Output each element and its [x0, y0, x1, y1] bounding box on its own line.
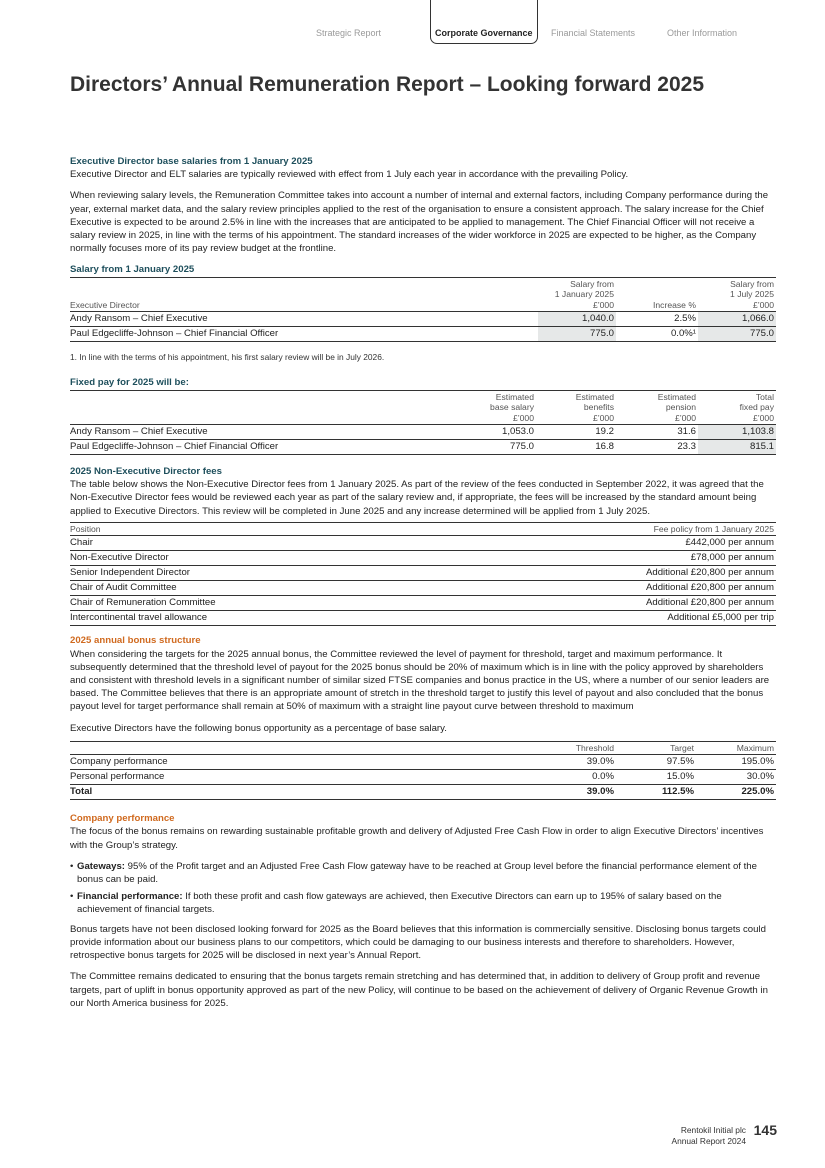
tab-financial-statements[interactable]: Financial Statements [551, 28, 636, 38]
ned-fee: Additional £20,800 per annum [445, 566, 776, 581]
fixed-col-pension: Estimated pension £’000 [657, 391, 696, 423]
table-row [70, 770, 776, 785]
salary-july-value: 1,066.0 [698, 312, 776, 327]
bonus-total-target: 112.5% [616, 785, 696, 800]
footer-company [672, 1125, 747, 1146]
bonus-total-maximum: 225.0% [696, 785, 776, 800]
ned-fee: £78,000 per annum [445, 551, 776, 566]
bonus-lead: Executive Directors have the following bonus opportunity as a percentage of base salary. [70, 722, 447, 734]
fixed-benefits-value: 16.8 [536, 440, 616, 455]
ned-fee: Additional £5,000 per trip [445, 611, 776, 626]
fixed-pension-value: 23.3 [616, 440, 698, 455]
company-performance-body: The focus of the bonus remains on rewarding sustainable profitable growth and delivery of Adjusted Free Cash Flow in order to align Executive Directors’ incentives with the Group’s strategy. [70, 826, 764, 851]
fixed-benefits-value: 19.2 [536, 425, 616, 440]
table-row [70, 425, 776, 440]
bonus-table [70, 741, 776, 801]
bonus-threshold: 39.0% [534, 755, 616, 770]
fixed-pay-table [70, 390, 776, 456]
bullet-text: 95% of the Profit target and an Adjusted Free Cash Flow gateway have to be reached at Group level before the financial performance element of the bonus can be paid. [77, 860, 757, 886]
page-title: Directors’ Annual Remuneration Report – Looking forward 2025 [70, 73, 705, 96]
bonus-maximum: 195.0% [696, 755, 776, 770]
table-row [70, 581, 776, 596]
salary-col-july: Salary from 1 July 2025 £’000 [730, 278, 774, 310]
fixed-director-name: Andy Ransom – Chief Executive [70, 425, 458, 440]
salary-col-increase: Increase % [653, 299, 696, 310]
ned-fees-table [70, 522, 776, 627]
fixed-total-value: 815.1 [698, 440, 776, 455]
salary-jan-value: 775.0 [538, 327, 616, 342]
table-row [70, 536, 776, 551]
fixed-col-total: Total fixed pay £’000 [739, 391, 774, 423]
salaries-intro: Executive Director and ELT salaries are typically reviewed with effect from 1 July each year in accordance with the prevailing Policy. [70, 169, 629, 181]
salary-col-jan: Salary from 1 January 2025 £’000 [554, 278, 614, 310]
fixed-director-name: Paul Edgecliffe-Johnson – Chief Financial Officer [70, 440, 458, 455]
table-row [70, 755, 776, 770]
ned-fee: Additional £20,800 per annum [445, 596, 776, 611]
fixed-col-benefits: Estimated benefits £’000 [575, 391, 614, 423]
footer-report-name: Annual Report 2024 [671, 1135, 746, 1146]
bonus-maximum: 30.0% [696, 770, 776, 785]
footer-company-name: Rentokil Initial plc [680, 1125, 746, 1135]
bonus-target: 15.0% [616, 770, 696, 785]
table-row [70, 312, 776, 327]
bonus-target: 97.5% [616, 755, 696, 770]
table-row [70, 327, 776, 342]
table-row [70, 551, 776, 566]
bonus-heading: 2025 annual bonus structure [70, 635, 201, 647]
list-item [70, 890, 776, 916]
salary-table [70, 277, 776, 343]
ned-position: Chair of Audit Committee [70, 581, 445, 596]
ned-position: Chair of Remuneration Committee [70, 596, 445, 611]
salary-table-heading: Salary from 1 January 2025 [70, 264, 195, 276]
total-row [70, 785, 776, 800]
fixed-pension-value: 31.6 [616, 425, 698, 440]
salary-col-director: Executive Director [70, 299, 140, 310]
fixed-total-value: 1,103.8 [698, 425, 776, 440]
company-performance-heading: Company performance [70, 813, 175, 825]
bonus-total-threshold: 39.0% [534, 785, 616, 800]
ned-position: Senior Independent Director [70, 566, 445, 581]
bonus-disclosure-paragraph: Bonus targets have not been disclosed looking forward for 2025 as the Board believes that this information is commercially sensitive. Disclosing bonus targets could provide information about our business plans to our competitors, which could be damaging to our business interests and therefore to shareholders. However, retrospective bonus targets for 2025 will be disclosed in next year’s Annual Report. [70, 923, 766, 962]
table-row [70, 611, 776, 626]
fixed-col-base: Estimated base salary £’000 [490, 391, 534, 423]
bonus-stretch-paragraph: The Committee remains dedicated to ensuring that the bonus targets remain stretching and has determined that, in addition to delivery of Group profit and revenue targets, part of uplift in bonus opportunity approved as part of the new Policy, will continue to be based on the achievement of delivery of Organic Revenue Growth in our North America business for 2025. [70, 971, 768, 1009]
tab-corporate-governance[interactable]: Corporate Governance [430, 0, 538, 44]
ned-fee: Additional £20,800 per annum [445, 581, 776, 596]
salary-increase-value: 0.0%¹ [616, 327, 698, 342]
ned-position: Chair [70, 536, 445, 551]
table-row [70, 440, 776, 455]
ned-fees-body: The table below shows the Non-Executive Director fees from 1 January 2025. As part of the review of the fees conducted in September 2022, it was agreed that the Non-Executive Director fees would be reviewed each year as part of the salary review and, if appropriate, the fees will be increased by the standard amount being applied to Executive Directors. This review will be completed in June 2025 and any increase determined will be applied from 1 July 2025. [70, 479, 764, 517]
salary-director-name: Andy Ransom – Chief Executive [70, 312, 538, 327]
bullet-label: Financial performance: [77, 891, 183, 903]
bonus-col-threshold: Threshold [575, 742, 614, 753]
page-number: 145 [753, 1122, 777, 1138]
tab-strategic-report[interactable]: Strategic Report [316, 28, 382, 38]
fixed-base-value: 775.0 [458, 440, 536, 455]
bullet-text: If both these profit and cash flow gateways are achieved, then Executive Directors can earn up to 195% of salary based on the achievement of financial targets. [77, 891, 722, 916]
ned-fees-heading: 2025 Non-Executive Director fees [70, 466, 222, 478]
salary-director-name: Paul Edgecliffe-Johnson – Chief Financial Officer [70, 327, 538, 342]
fixed-base-value: 1,053.0 [458, 425, 536, 440]
ned-fee: £442,000 per annum [445, 536, 776, 551]
salary-jan-value: 1,040.0 [538, 312, 616, 327]
bonus-threshold: 0.0% [534, 770, 616, 785]
company-performance-bullets [70, 860, 776, 917]
section-nav [0, 0, 825, 46]
fixed-col-director [70, 390, 458, 425]
salaries-body: When reviewing salary levels, the Remuneration Committee takes into account a number of internal and external factors, including Company performance during the year, external market data, and the salary review principles applied to the rest of the organisation to ensure a consistent approach. The salary increase for the Chief Executive is expected to be around 2.5% in line with the increases that are anticipated to be applied to management. The Chief Financial Officer will not receive a salary review in 2025, in line with the terms of his appointment. The standard increases of the wider workforce in 2025 are expected to be higher, as the Company normally focuses more of its pay review budget at the frontline. [70, 190, 769, 255]
table-row [70, 596, 776, 611]
bonus-col-maximum: Maximum [736, 742, 774, 753]
bonus-col-measure [70, 741, 534, 755]
bonus-measure: Personal performance [70, 770, 534, 785]
bonus-total-label: Total [70, 785, 534, 800]
ned-col-position: Position [70, 523, 101, 534]
ned-col-fee: Fee policy from 1 January 2025 [653, 523, 774, 534]
salaries-heading: Executive Director base salaries from 1 January 2025 [70, 156, 313, 167]
salary-july-value: 775.0 [698, 327, 776, 342]
list-item [70, 860, 776, 886]
bonus-col-target: Target [670, 742, 694, 753]
bonus-measure: Company performance [70, 755, 534, 770]
fixed-pay-heading: Fixed pay for 2025 will be: [70, 377, 189, 389]
tab-other-information[interactable]: Other Information [667, 28, 738, 38]
report-content [70, 155, 776, 1010]
bullet-label: Gateways: [77, 860, 125, 872]
ned-position: Intercontinental travel allowance [70, 611, 445, 626]
ned-position: Non-Executive Director [70, 551, 445, 566]
salary-footnote: 1. In line with the terms of his appointment, his first salary review will be in July 2026. [70, 352, 385, 363]
salary-increase-value: 2.5% [616, 312, 698, 327]
bonus-body: When considering the targets for the 2025 annual bonus, the Committee reviewed the level of payment for threshold, target and maximum performance. It subsequently determined that the threshold level of payout for the 2025 bonus should be 20% of maximum which is in line with the policy approved by shareholders and consistent with threshold levels in a significant number of similar sized FTSE companies and bonus practice in the US, where a number of our senior leaders are based. The Committee believes that there is an appropriate amount of stretch in the threshold target to justify this level of payout and also concluded that the bonus payout level for target performance shall remain at 50% of maximum with a straight line payout curve between threshold to maximum [70, 648, 770, 713]
table-row [70, 566, 776, 581]
